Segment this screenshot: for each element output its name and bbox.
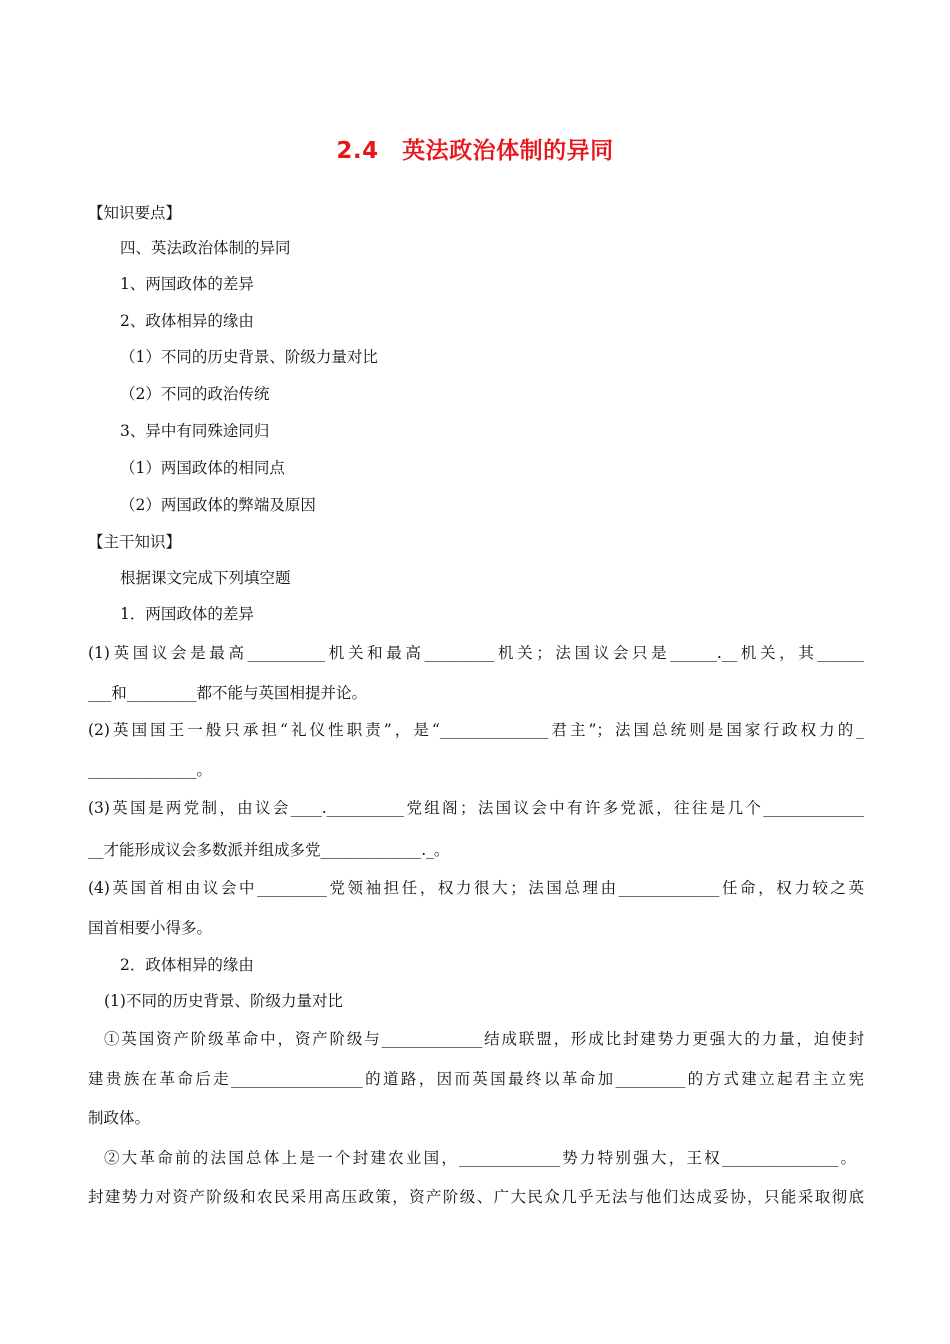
fill-blank-line: (4)英国首相由议会中_________党领袖担任，权力很大；法国总理由_____________任命，权力较之英 [88, 879, 864, 897]
body-text-line: 制政体。 [88, 1109, 151, 1127]
section-header-key-points: 【知识要点】 [88, 204, 182, 222]
subheading: (1)不同的历史背景、阶级力量对比 [104, 992, 343, 1010]
fill-blank-line: ___和_________都不能与英国相提并论。 [88, 684, 368, 702]
key-point-item: （2）不同的政治传统 [120, 385, 270, 403]
key-point-item: （1）两国政体的相同点 [120, 459, 285, 477]
fill-blank-line: ①英国资产阶级革命中，资产阶级与_____________结成联盟，形成比封建势力更强大的力量，迫使封 [104, 1030, 864, 1048]
key-point-item: 2、政体相异的缘由 [120, 312, 254, 330]
body-text-line: 国首相要小得多。 [88, 919, 213, 937]
key-point-item: 3、异中有同殊途同归 [120, 422, 270, 440]
body-text-line: 封建势力对资产阶级和农民采用高压政策，资产阶级、广大民众几乎无法与他们达成妥协，只能采取彻底 [88, 1188, 864, 1206]
fill-blank-line: 建贵族在革命后走_________________的道路，因而英国最终以革命加_________的方式建立起君主立宪 [88, 1070, 864, 1088]
fill-blank-line: (3)英国是两党制，由议会____.__________党组阁；法国议会中有许多党派，往往是几个_____________ [88, 799, 864, 817]
section-header-main: 【主干知识】 [88, 533, 182, 551]
key-point-item: （2）两国政体的弊端及原因 [120, 496, 316, 514]
intro-text: 根据课文完成下列填空题 [120, 569, 291, 587]
fill-blank-line: (1)英国议会是最高__________机关和最高_________机关；法国议会只是______.__机关，其______ [88, 644, 864, 662]
fill-blank-line: ②大革命前的法国总体上是一个封建农业国，_____________势力特别强大，王权_______________。 [104, 1149, 856, 1167]
key-point-item: 四、英法政治体制的异同 [120, 239, 291, 257]
subheading: 1．两国政体的差异 [120, 605, 254, 623]
page-title: 2.4 英法政治体制的异同 [336, 138, 614, 164]
fill-blank-line: (2)英国国王一般只承担“礼仪性职责”，是“______________君主”；法国总统则是国家行政权力的_ [88, 721, 864, 739]
key-point-item: （1）不同的历史背景、阶级力量对比 [120, 348, 378, 366]
fill-blank-line: ______________。 [88, 761, 213, 779]
subheading: 2．政体相异的缘由 [120, 956, 254, 974]
fill-blank-line: __才能形成议会多数派并组成多党_____________._。 [88, 841, 450, 859]
key-point-item: 1、两国政体的差异 [120, 275, 254, 293]
